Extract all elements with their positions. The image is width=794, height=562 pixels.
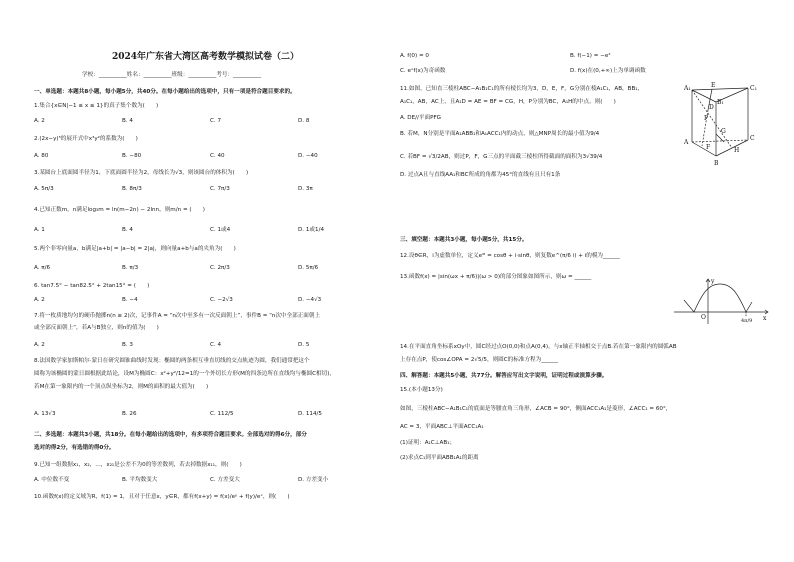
q12-stem: 12.设θ∈R，i为虚数单位，定义eⁱᶿ = cosθ + i·sinθ，则复数e^(π/6 i) + i的模为______ [400,253,620,259]
label-p: P [704,115,709,122]
q4-option-c[interactable]: C. 1或4 [210,227,231,233]
q10-option-d[interactable]: D. f(x)在(0,+∞)上为单调函数 [570,68,646,74]
q1-option-c[interactable]: C. 7 [210,118,222,124]
q10-options-row1 [400,53,772,60]
q3-option-c[interactable]: C. 7π/3 [210,186,230,192]
q8-stem-line3: 若M在第一象限内的一个顶点纵坐标为2，则M的面积的最大值为( ) [34,384,209,390]
q4-stem: 4.已知正数m，n满足log₃m = ln(m−2n) − 2lnn，则m/n = ( ) [34,207,205,213]
q8-option-c[interactable]: C. 112/5 [210,411,234,417]
q9-option-b[interactable]: B. 平均数变大 [122,477,158,483]
label-c1: C₁ [750,85,757,92]
q1-stem: 1.集合{x∈N|−1 ≤ x ≤ 1}的真子集个数为( ) [34,103,159,109]
label-f: F [706,144,711,151]
q9-option-d[interactable]: D. 方差变小 [298,477,329,483]
q5-option-c[interactable]: C. 2π/3 [210,265,230,271]
exam-title: 2024年广东省大湾区高考数学模拟试卷（二） [112,52,300,62]
label-b: B [714,160,719,167]
q15-part1: (1)证明：A₁C⊥AB₁； [400,440,456,446]
label-d: D [709,104,714,111]
q3-options [34,186,386,193]
q10-options-row2 [400,68,772,75]
q2-option-d[interactable]: D. −40 [298,153,318,159]
q7-options [34,342,386,349]
q3-option-b[interactable]: B. 8π/3 [122,186,142,192]
axis-y-label: y [711,278,715,285]
student-info-line: 学校：__________姓名：__________班级：__________考号：__________ [82,72,262,78]
q7-option-b[interactable]: B. 3 [122,342,133,348]
q9-options [34,477,386,484]
q11-option-d[interactable]: D. 过点A且与直线AA₁和BC所成的角都为45°的直线有且只有1条 [400,172,561,178]
q5-option-d[interactable]: D. 5π/6 [298,265,319,271]
q3-stem: 3.某圆台上底面圆半径为1，下底面圆半径为2，母线长为√3，则该圆台的体积为( ) [34,170,249,176]
q9-option-a[interactable]: A. 中位数不变 [34,477,70,483]
label-e: E [711,82,716,89]
q7-stem-line1: 7.将一枚质地均匀的硬币抛掷n(n ≥ 2)次，记事件A = “n次中至多有一次反面朝上”，事件B = “n次中全部正面朝上 [34,313,321,319]
q7-option-c[interactable]: C. 4 [210,342,222,348]
q4-option-a[interactable]: A. 1 [34,227,45,233]
section2-heading-line2: 选对的得2分，有选错的得0分。 [34,445,115,451]
q5-options [34,265,386,272]
q15-header: 15.(本小题13分) [400,387,443,393]
q1-option-a[interactable]: A. 2 [34,118,45,124]
q4-options [34,227,386,234]
q6-option-b[interactable]: B. −4 [122,297,138,303]
q6-option-d[interactable]: D. −4√3 [298,297,322,303]
q8-option-b[interactable]: B. 26 [122,411,137,417]
q15-stem-line2: AC = 3，平面ABC⊥平面ACC₁A₁ [400,424,484,430]
label-a1: A₁ [684,85,691,92]
q15-part2: (2)求点C₁到平面ABB₁A₁的距离 [400,455,479,461]
q6-stem: 6. tan7.5° − tan82.5° + 2tan15° = ( ) [34,283,150,289]
q9-option-c[interactable]: C. 方差变大 [210,477,240,483]
q6-option-c[interactable]: C. −2√3 [210,297,233,303]
axis-x-label: x [763,315,767,322]
label-c: C [750,135,755,142]
q11-stem-line1: 11.如图，已知直三棱柱ABC−A₁B₁C₁的所有棱长均为3，D，E，F，G分别在棱A₁C₁，AB，BB₁， [400,86,644,92]
q5-stem: 5.两个非零向量a，b满足|a+b| = |a−b| = 2|a|，则向量a+b与a的夹角为( ) [34,246,236,252]
q1-option-d[interactable]: D. 8 [298,118,310,124]
q3-option-a[interactable]: A. 5π/3 [34,186,54,192]
prism-figure [678,80,768,174]
q7-option-a[interactable]: A. 2 [34,342,45,348]
section3-heading: 三、填空题：本题共3小题，每小题5分，共15分。 [400,237,528,243]
q4-option-d[interactable]: D. 1或1/4 [298,227,325,233]
q10-stem: 10.函数f(x)的定义域为R，f(1) = 1，且对于任意x，y∈R，都有f(x+y) = f(x)/eʸ + f(y)/eˣ，则( ) [34,494,290,500]
q10-option-a[interactable]: A. f(0) = 0 [400,53,429,59]
label-b1: B₁ [717,99,724,106]
q2-option-b[interactable]: B. −80 [122,153,142,159]
q6-options [34,297,386,304]
q1-option-b[interactable]: B. 4 [122,118,133,124]
q14-stem-line1: 14.在平面直角坐标系xOy中，圆C经过点O(0,0)和点A(0,4)，与x轴正半轴相交于点B.若在第一象限内的圆弧AB [400,344,677,350]
label-h: H [734,147,740,154]
section4-heading: 四、解答题：本题共5小题，共77分。解答应写出文字说明，证明过程或演算步骤。 [400,373,608,379]
label-a: A [684,139,689,146]
q1-options [34,118,386,125]
q9-stem: 9.已知一组数据x₁，x₂，…，x₂₁是公差不为0的等差数列，若去掉数据x₁₁，则( ) [34,462,242,468]
q13-stem: 13.函数f(x) = |sin(ωx + π/6)|(ω > 0)的部分图象如图所示，则ω = ______ [400,274,592,280]
q15-stem-line1: 如图，三棱柱ABC−A₁B₁C₁的底面是等腰直角三角形，∠ACB = 90°，侧面ACC₁A₁是菱形，∠ACC₁ = 60°， [400,406,672,412]
section2-heading-line1: 二、多选题：本题共3小题，共18分。在每小题给出的选项中，有多项符合题目要求。全部选对的得6分，部分 [34,432,307,438]
q4-option-b[interactable]: B. 4 [122,227,133,233]
q11-option-c[interactable]: C. 若BF = √3/2AB，则过P，F，G三点的平面截三棱柱所得截面的面积为3√39/4 [400,154,603,160]
q7-option-d[interactable]: D. 5 [298,342,310,348]
q8-options [34,411,386,418]
q10-option-b[interactable]: B. f(−1) = −e² [570,53,611,59]
q10-option-c[interactable]: C. eˣf(x)为奇函数 [400,68,446,74]
section1-heading: 一、单选题：本题共8小题，每小题5分，共40分。在每小题给出的选项中，只有一项是符合题目要求的。 [34,89,296,95]
q5-option-a[interactable]: A. π/6 [34,265,51,271]
q5-option-b[interactable]: B. π/3 [122,265,139,271]
sine-graph [672,276,772,326]
q11-option-a[interactable]: A. DE//平面PFG [400,115,442,121]
origin-label: O [701,314,706,321]
q6-option-a[interactable]: A. 2 [34,297,45,303]
q8-option-a[interactable]: A. 13√3 [34,411,56,417]
q8-stem-line1: 8.法国数学家加斯帕尔·蒙日在研究圆锥曲线时发现：椭圆的两条相互垂直切线的交点轨迹为圆，我们通常把这个 [34,358,310,364]
q2-option-a[interactable]: A. 80 [34,153,49,159]
q2-options [34,153,386,160]
q7-stem-line2: 或全部反面朝上”，若A与B独立，则n的值为( ) [34,325,159,331]
label-g: G [721,128,726,135]
q8-option-d[interactable]: D. 114/5 [298,411,322,417]
q2-stem: 2.(2x−y)⁵的展开式中x³y²的系数为( ) [34,136,138,142]
q8-stem-line2: 圆称为该椭圆的蒙日圆根据此结论，设M为椭圆C：x²+y²/12=1的一个外切长方形(M的四条边所在直线均与椭圆C相切)， [34,371,335,377]
q3-option-d[interactable]: D. 3π [298,186,313,192]
q14-stem-line2: 上存在点P，使cos∠OPA = 2√5/5，则圆C的标准方程为______ [400,357,559,363]
q2-option-c[interactable]: C. 40 [210,153,225,159]
q11-stem-line2: A₁C₁，AB，AC上，且A₁D = AE = BF = CG，H，P分别为BC，A₁H的中点，则( ) [400,99,616,105]
tick-label: 4π/9 [741,318,753,324]
q11-option-b[interactable]: B. 若M，N分别是平面A₁ABB₁和A₁ACC₁内的动点，则△MNP周长的最小值为9/4 [400,131,600,137]
